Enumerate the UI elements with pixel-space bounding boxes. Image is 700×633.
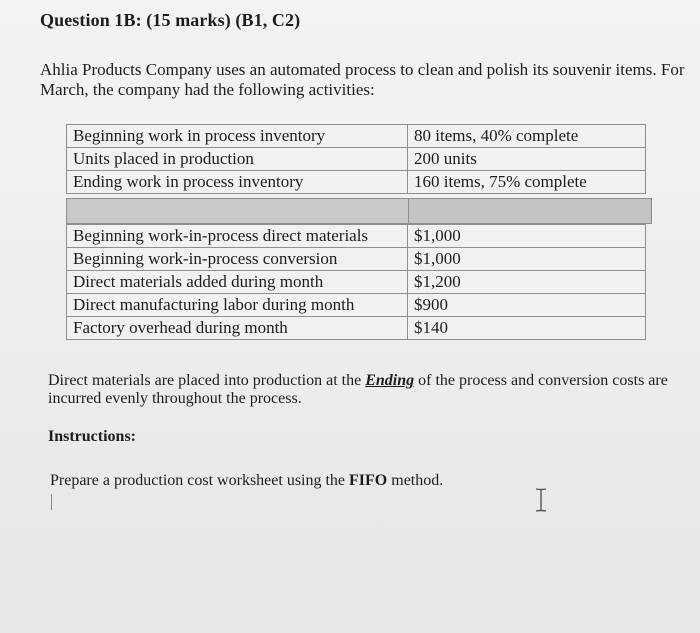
row-label: Direct materials added during month	[67, 271, 408, 294]
instructions-text	[50, 472, 443, 490]
divider-cell	[409, 199, 651, 223]
row-label: Beginning work in process inventory	[67, 125, 408, 148]
question-title: Question 1B: (15 marks) (B1, C2)	[40, 10, 301, 30]
row-value: 160 items, 75% complete	[408, 171, 646, 194]
row-label: Beginning work-in-process conversion	[67, 248, 408, 271]
table-row	[67, 248, 646, 271]
row-value: $1,000	[408, 248, 646, 271]
row-label: Ending work in process inventory	[67, 171, 408, 194]
text-caret	[51, 494, 52, 510]
instructions-text-before: Prepare a production cost worksheet using the	[50, 472, 350, 489]
table-row	[67, 171, 646, 194]
table-row	[67, 148, 646, 171]
row-value: 200 units	[408, 148, 646, 171]
question-intro: Ahlia Products Company uses an automated process to clean and polish its souvenir items. For March, the company had the following activities:	[40, 60, 685, 99]
table-row	[67, 271, 646, 294]
row-value: $1,000	[408, 225, 646, 248]
instructions-method: FIFO	[349, 472, 388, 489]
process-note	[48, 372, 688, 408]
divider-cell	[67, 199, 409, 223]
table-row	[67, 317, 646, 340]
row-label: Direct manufacturing labor during month	[67, 294, 408, 317]
row-value: $1,200	[408, 271, 646, 294]
text-cursor-ibeam-icon	[534, 488, 548, 512]
row-value: $900	[408, 294, 646, 317]
row-value: 80 items, 40% complete	[408, 125, 646, 148]
row-label: Beginning work-in-process direct materials	[67, 225, 408, 248]
instructions-text-after: method.	[387, 472, 444, 489]
cost-table	[66, 224, 646, 340]
table-row	[67, 125, 646, 148]
activity-table	[66, 124, 646, 194]
row-value: $140	[408, 317, 646, 340]
row-label: Units placed in production	[67, 148, 408, 171]
table-divider-row	[66, 198, 652, 224]
note-text-before: Direct materials are placed into production at the	[48, 372, 366, 389]
row-label: Factory overhead during month	[67, 317, 408, 340]
table-row	[67, 294, 646, 317]
note-text-after: of the process and conversion costs are incurred evenly throughout the process.	[48, 372, 668, 407]
note-emphasis: Ending	[365, 372, 415, 389]
instructions-heading: Instructions:	[48, 428, 137, 445]
table-row	[67, 225, 646, 248]
